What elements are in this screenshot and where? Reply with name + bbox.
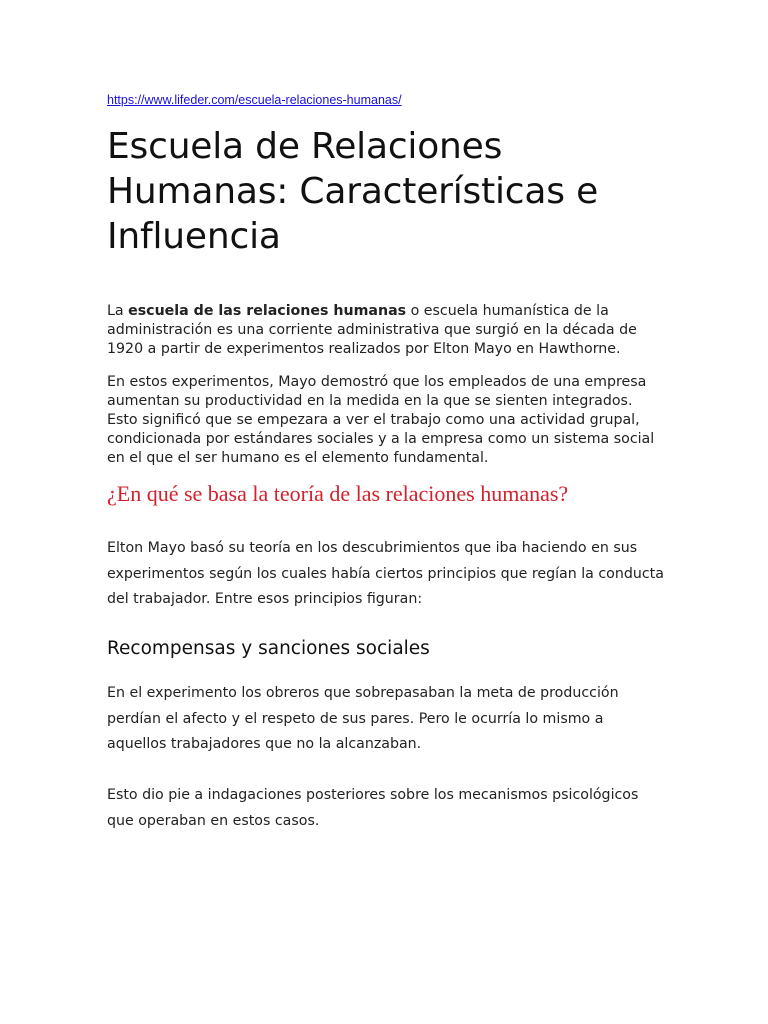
paragraph-experiments: En estos experimentos, Mayo demostró que los empleados de una empresa aumentan su productividad en la medida en la que se sienten integrados. Esto significó que se empezara a ver el trabajo como una actividad grupal, condicionada por estándares sociales y a la empresa como un sistema social en el que el ser humano es el elemento fundamental. [107, 374, 655, 466]
intro-paragraph [107, 302, 667, 359]
section-heading: ¿En qué se basa la teoría de las relaciones humanas? [107, 481, 569, 506]
paragraph-further-research: Esto dio pie a indagaciones posteriores sobre los mecanismos psicológicos que operaban en estos casos. [107, 787, 639, 829]
article-title: Escuela de Relaciones Humanas: Características e Influencia [107, 126, 599, 257]
intro-bold-term: escuela de las relaciones humanas [128, 303, 407, 319]
paragraph-experiment-workers: En el experimento los obreros que sobrepasaban la meta de producción perdían el afecto y el respeto de sus pares. Pero le ocurría lo mismo a aquellos trabajadores que no la alcanzaban. [107, 685, 619, 752]
intro-lead: La [107, 303, 129, 319]
paragraph-theory: Elton Mayo basó su teoría en los descubrimientos que iba haciendo en sus experimentos según los cuales había ciertos principios que regían la conducta del trabajador. Entre esos principios figuran: [107, 540, 664, 607]
subheading-rewards: Recompensas y sanciones sociales [107, 638, 430, 659]
source-url-link[interactable]: https://www.lifeder.com/escuela-relaciones-humanas/ [107, 93, 402, 107]
intro-rest: o escuela humanística de la administración es una corriente administrativa que surgió en la década de 1920 a partir de experimentos realizados por Elton Mayo en Hawthorne. [107, 303, 637, 357]
